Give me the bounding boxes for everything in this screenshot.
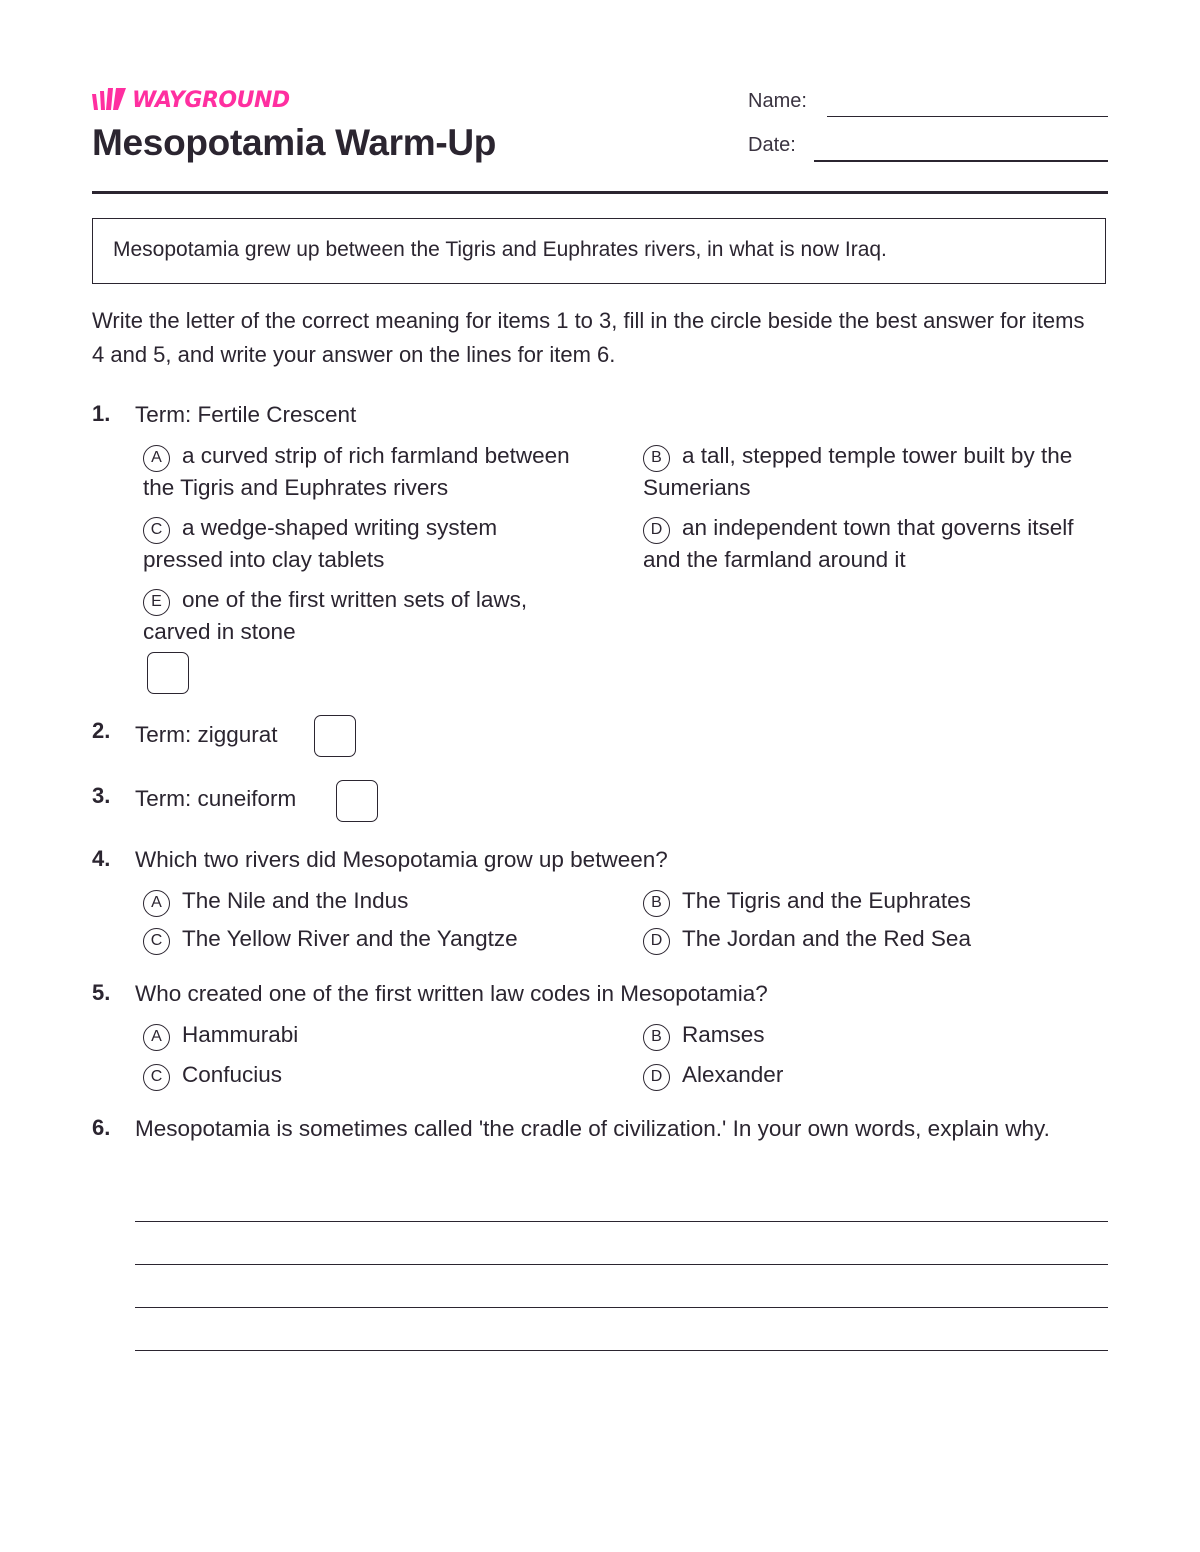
question-number: 4. [92, 846, 111, 871]
name-label: Name: [748, 90, 807, 112]
answer-option[interactable] [643, 885, 971, 917]
answer-option[interactable] [143, 1019, 298, 1051]
answer-box[interactable] [314, 715, 356, 757]
option-bubble[interactable]: C [143, 517, 170, 544]
option-bubble[interactable]: D [643, 1064, 670, 1091]
option-text: Hammurabi [182, 1022, 299, 1047]
question-text: Term: ziggurat [135, 722, 278, 747]
answer-option[interactable] [143, 512, 583, 576]
option-bubble[interactable]: A [143, 1024, 170, 1051]
worksheet-page [92, 0, 1108, 1552]
answer-option[interactable] [643, 440, 1108, 504]
option-text: The Yellow River and the Yangtze [182, 926, 518, 951]
option-bubble[interactable]: A [143, 445, 170, 472]
question-text: Term: Fertile Crescent [135, 402, 357, 427]
date-label: Date: [748, 134, 796, 156]
option-text: The Nile and the Indus [182, 888, 409, 913]
answer-line[interactable] [135, 1350, 1108, 1351]
answer-option[interactable] [143, 440, 603, 504]
date-field[interactable] [814, 160, 1108, 162]
question-text: Who created one of the first written law codes in Mesopotamia? [135, 981, 768, 1006]
question-number: 2. [92, 718, 111, 743]
option-bubble[interactable]: C [143, 928, 170, 955]
question-number: 6. [92, 1115, 111, 1140]
option-text: a wedge-shaped writing system pressed into clay tablets [143, 515, 498, 572]
brand-name: WAYGROUND [132, 87, 290, 113]
question-number: 3. [92, 783, 111, 808]
option-text: a curved strip of rich farmland between the Tigris and Euphrates rivers [143, 443, 570, 500]
question-text: Mesopotamia is sometimes called 'the cradle of civilization.' In your own words, explain why. [135, 1116, 1050, 1141]
question-number: 5. [92, 980, 111, 1005]
option-text: Alexander [682, 1062, 784, 1087]
option-bubble[interactable]: D [643, 928, 670, 955]
option-bubble[interactable]: B [643, 1024, 670, 1051]
answer-line[interactable] [135, 1221, 1108, 1222]
instructions: Write the letter of the correct meaning for items 1 to 3, fill in the circle beside the best answer for items 4 and 5, and write your answer on the lines for item 6. [92, 308, 1085, 367]
page-title: Mesopotamia Warm-Up [92, 122, 497, 163]
intro-box [92, 218, 1106, 284]
option-text: an independent town that governs itself and the farmland around it [643, 515, 1074, 572]
answer-box[interactable] [147, 652, 189, 694]
answer-option[interactable] [143, 885, 408, 917]
question-text: Which two rivers did Mesopotamia grow up between? [135, 847, 668, 872]
intro-text: Mesopotamia grew up between the Tigris and Euphrates rivers, in what is now Iraq. [113, 238, 887, 261]
brand-logo [92, 86, 290, 114]
answer-option[interactable] [643, 1019, 765, 1051]
option-text: The Tigris and the Euphrates [682, 888, 971, 913]
option-text: one of the first written sets of laws, carved in stone [143, 587, 528, 644]
option-bubble[interactable]: D [643, 517, 670, 544]
name-field[interactable] [827, 116, 1108, 117]
answer-option[interactable] [143, 923, 518, 955]
option-text: a tall, stepped temple tower built by the Sumerians [643, 443, 1073, 500]
question-number: 1. [92, 401, 111, 426]
answer-option[interactable] [643, 1059, 783, 1091]
answer-line[interactable] [135, 1264, 1108, 1265]
header-divider [92, 191, 1108, 194]
option-bubble[interactable]: E [143, 589, 170, 616]
answer-line[interactable] [135, 1307, 1108, 1308]
option-bubble[interactable]: B [643, 445, 670, 472]
brand-mark-icon [92, 88, 126, 112]
answer-option[interactable] [643, 512, 1093, 576]
question-text: Term: cuneiform [135, 786, 297, 811]
option-text: Confucius [182, 1062, 283, 1087]
option-bubble[interactable]: C [143, 1064, 170, 1091]
option-text: Ramses [682, 1022, 765, 1047]
option-text: The Jordan and the Red Sea [682, 926, 971, 951]
answer-option[interactable] [143, 584, 593, 648]
answer-option[interactable] [643, 923, 971, 955]
answer-box[interactable] [336, 780, 378, 822]
option-bubble[interactable]: B [643, 890, 670, 917]
option-bubble[interactable]: A [143, 890, 170, 917]
answer-option[interactable] [143, 1059, 282, 1091]
